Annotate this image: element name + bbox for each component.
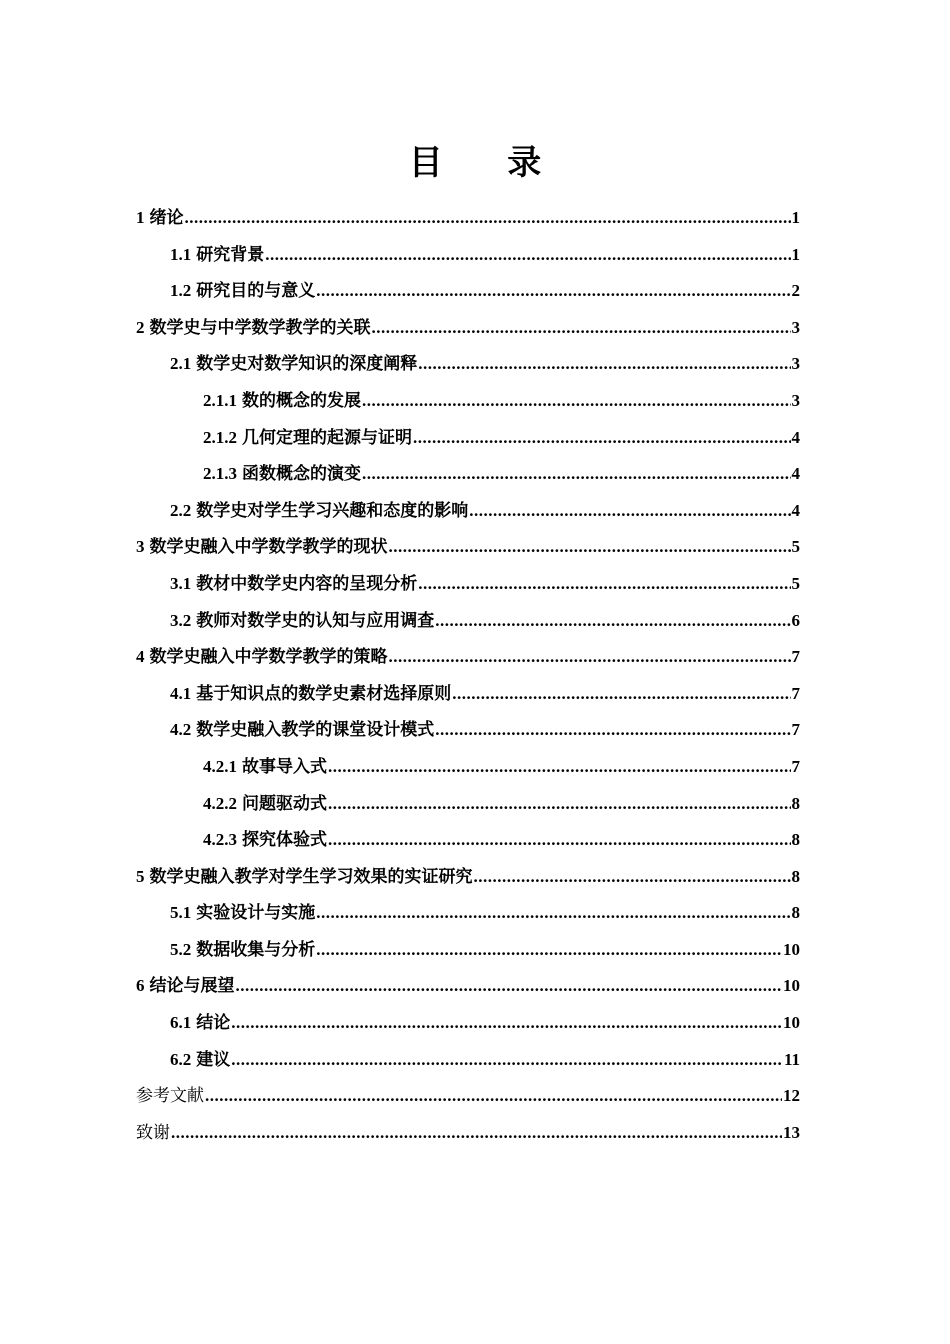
toc-dot-leader: [328, 786, 791, 823]
toc-entry-number: 5: [136, 866, 145, 886]
toc-entry-title: 研究背景: [196, 244, 265, 264]
toc-entry[interactable]: [136, 676, 800, 713]
toc-entry-title: 研究目的与意义: [196, 281, 316, 301]
toc-entry[interactable]: [136, 273, 800, 310]
toc-dot-leader: [469, 493, 790, 530]
toc-entry[interactable]: [136, 749, 800, 786]
toc-entry[interactable]: [136, 420, 800, 457]
toc-entry-number: 4.2.3: [203, 830, 237, 850]
toc-entry-number: 2.1.2: [203, 427, 237, 447]
toc-entry-page-number: 12: [783, 1086, 800, 1106]
table-of-contents: [136, 200, 800, 1151]
toc-entry-page-number: 10: [783, 939, 800, 959]
toc-dot-leader: [435, 712, 790, 749]
toc-entry-number: 2.1.1: [203, 390, 237, 410]
toc-entry[interactable]: [136, 200, 800, 237]
toc-dot-leader: [389, 529, 791, 566]
toc-entry[interactable]: [136, 383, 800, 420]
toc-entry-page-number: 11: [783, 1049, 800, 1069]
page-title: 目 录: [408, 145, 570, 182]
toc-dot-leader: [328, 822, 791, 859]
toc-entry-number: 1.2: [170, 281, 192, 301]
toc-entry-number: 3.2: [170, 610, 192, 630]
toc-entry[interactable]: [136, 1042, 800, 1079]
toc-entry-number: 4.2: [170, 720, 192, 740]
toc-entry-page-number: 1: [791, 244, 800, 264]
toc-entry[interactable]: [136, 932, 800, 969]
toc-dot-leader: [231, 1005, 782, 1042]
toc-entry-title: 数学史融入中学数学教学的现状: [149, 537, 388, 557]
toc-entry-page-number: 5: [791, 537, 800, 557]
toc-entry[interactable]: [136, 786, 800, 823]
toc-entry-title: 函数概念的演变: [242, 464, 361, 484]
toc-entry-page-number: 10: [783, 976, 800, 996]
toc-entry-title: 数的概念的发展: [242, 390, 361, 410]
toc-entry-title: 数学史与中学数学教学的关联: [149, 317, 371, 337]
toc-entry-number: 5.2: [170, 939, 192, 959]
toc-entry-page-number: 8: [791, 866, 800, 886]
toc-entry-title: 数学史对数学知识的深度阐释: [196, 354, 418, 374]
toc-dot-leader: [362, 383, 791, 420]
toc-entry-page-number: 6: [791, 610, 800, 630]
toc-entry-page-number: 5: [791, 573, 800, 593]
toc-entry-title: 建议: [196, 1049, 231, 1069]
toc-entry-title: 故事导入式: [242, 756, 327, 776]
toc-entry[interactable]: [136, 310, 800, 347]
toc-dot-leader: [185, 200, 791, 237]
toc-entry-number: 6: [136, 976, 145, 996]
toc-dot-leader: [474, 859, 791, 896]
toc-dot-leader: [418, 566, 790, 603]
toc-entry-page-number: 8: [791, 793, 800, 813]
toc-entry-page-number: 3: [791, 390, 800, 410]
toc-entry-title: 结论与展望: [149, 976, 235, 996]
toc-entry-page-number: 7: [791, 683, 800, 703]
toc-entry-number: 5.1: [170, 903, 192, 923]
toc-entry[interactable]: [136, 493, 800, 530]
toc-entry-page-number: 13: [783, 1122, 800, 1142]
toc-dot-leader: [372, 310, 791, 347]
toc-dot-leader: [316, 895, 790, 932]
toc-entry[interactable]: [136, 603, 800, 640]
toc-dot-leader: [435, 603, 790, 640]
toc-dot-leader: [236, 968, 783, 1005]
toc-entry-page-number: 7: [791, 720, 800, 740]
toc-entry-title: 绪论: [149, 208, 184, 227]
toc-entry-number: 1.1: [170, 244, 192, 264]
toc-entry-title: 探究体验式: [242, 830, 327, 850]
toc-entry[interactable]: [136, 822, 800, 859]
toc-entry-title: 数学史融入中学数学教学的策略: [149, 647, 388, 667]
toc-entry-page-number: 4: [791, 464, 800, 484]
toc-dot-leader: [413, 420, 791, 457]
toc-entry-number: 2.2: [170, 500, 192, 520]
toc-entry-page-number: 8: [791, 903, 800, 923]
toc-entry-title: 致谢: [136, 1122, 170, 1142]
toc-entry-title: 教师对数学史的认知与应用调查: [196, 610, 435, 630]
toc-entry-number: 4.2.1: [203, 756, 237, 776]
toc-entry-title: 数学史融入教学对学生学习效果的实证研究: [149, 866, 473, 886]
toc-entry-title: 基于知识点的数学史素材选择原则: [196, 683, 452, 703]
toc-entry-number: 4: [136, 647, 145, 667]
toc-entry-page-number: 7: [791, 756, 800, 776]
toc-dot-leader: [265, 237, 790, 274]
toc-entry-page-number: 10: [783, 1013, 800, 1033]
toc-entry-title: 数学史对学生学习兴趣和态度的影响: [196, 500, 469, 520]
toc-entry-title: 数据收集与分析: [196, 939, 316, 959]
toc-entry-number: 3: [136, 537, 145, 557]
toc-entry[interactable]: [136, 1005, 800, 1042]
toc-entry-number: 3.1: [170, 573, 192, 593]
toc-entry[interactable]: [136, 346, 800, 383]
toc-entry-title: 结论: [196, 1013, 231, 1033]
toc-entry-page-number: 1: [791, 208, 800, 227]
toc-entry-title: 参考文献: [136, 1086, 204, 1106]
toc-dot-leader: [316, 273, 790, 310]
toc-entry[interactable]: [136, 1115, 800, 1152]
toc-entry[interactable]: [136, 968, 800, 1005]
toc-entry-page-number: 8: [791, 830, 800, 850]
toc-entry-number: 4.1: [170, 683, 192, 703]
toc-entry-page-number: 4: [791, 500, 800, 520]
toc-entry[interactable]: [136, 895, 800, 932]
toc-dot-leader: [452, 676, 790, 713]
toc-entry-number: 2: [136, 317, 145, 337]
toc-entry[interactable]: [136, 639, 800, 676]
toc-entry[interactable]: [136, 529, 800, 566]
toc-entry-page-number: 4: [791, 427, 800, 447]
toc-dot-leader: [316, 932, 782, 969]
toc-entry-title: 问题驱动式: [242, 793, 327, 813]
toc-entry[interactable]: [136, 237, 800, 274]
toc-entry-page-number: 7: [791, 647, 800, 667]
toc-dot-leader: [418, 346, 790, 383]
toc-entry-number: 1: [136, 208, 145, 227]
toc-entry-number: 6.2: [170, 1049, 192, 1069]
toc-entry-title: 数学史融入教学的课堂设计模式: [196, 720, 435, 740]
toc-entry-number: 2.1: [170, 354, 192, 374]
toc-dot-leader: [362, 456, 791, 493]
toc-entry[interactable]: [136, 712, 800, 749]
toc-entry-number: 2.1.3: [203, 464, 237, 484]
toc-entry[interactable]: [136, 456, 800, 493]
toc-entry[interactable]: [136, 566, 800, 603]
toc-entry[interactable]: [136, 859, 800, 896]
toc-entry-title: 几何定理的起源与证明: [242, 427, 412, 447]
toc-entry-page-number: 3: [791, 317, 800, 337]
toc-dot-leader: [328, 749, 791, 786]
toc-entry-page-number: 3: [791, 354, 800, 374]
toc-entry-title: 实验设计与实施: [196, 903, 316, 923]
toc-dot-leader: [231, 1042, 783, 1079]
toc-entry[interactable]: [136, 1078, 800, 1115]
toc-dot-leader: [205, 1078, 782, 1115]
toc-dot-leader: [389, 639, 791, 676]
toc-entry-number: 4.2.2: [203, 793, 237, 813]
toc-entry-page-number: 2: [791, 281, 800, 301]
toc-entry-number: 6.1: [170, 1013, 192, 1033]
toc-entry-title: 教材中数学史内容的呈现分析: [196, 573, 418, 593]
toc-dot-leader: [171, 1115, 782, 1152]
